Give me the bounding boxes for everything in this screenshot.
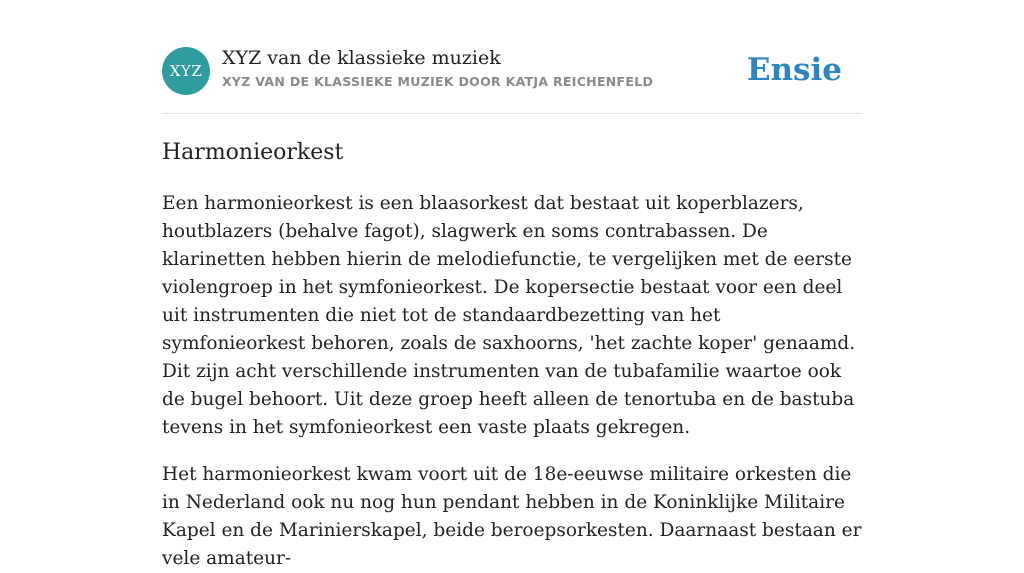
article-paragraph: Het harmonieorkest kwam voort uit de 18e-eeuwse militaire orkesten die in Nederland ook nu nog hun pendant hebben in de Koninklijke Militaire Kapel en de Marinierskapel, beide beroepsorkesten. Daarnaast bestaan er vele amateur- xyxy=(162,464,862,569)
article xyxy=(162,139,862,573)
article-paragraph: Een harmonieorkest is een blaasorkest dat bestaat uit koperblazers, houtblazers (behalve fagot), slagwerk en soms contrabassen. De klarinetten hebben hierin de melodiefunctie, te vergelijken met de eerste violengroep in het symfonieorkest. De kopersectie bestaat voor een deel uit instrumenten die niet tot de standaardbezetting van het symfonieorkest behoren, zoals de saxhoorns, 'het zachte koper' genaamd. Dit zijn acht verschillende instrumenten van de tubafamilie waartoe ook de bugel behoort. Uit deze groep heeft alleen de tenortuba en de bastuba tevens in het symfonieorkest een vaste plaats gekregen. xyxy=(162,193,856,438)
site-title[interactable]: XYZ van de klassieke muziek xyxy=(222,47,501,69)
header xyxy=(162,46,862,114)
site-subtitle: XYZ VAN DE KLASSIEKE MUZIEK DOOR KATJA REICHENFELD xyxy=(222,74,654,89)
brand-logo[interactable]: Ensie xyxy=(746,52,842,88)
avatar[interactable]: XYZ xyxy=(162,47,210,95)
article-title: Harmonieorkest xyxy=(162,140,344,165)
